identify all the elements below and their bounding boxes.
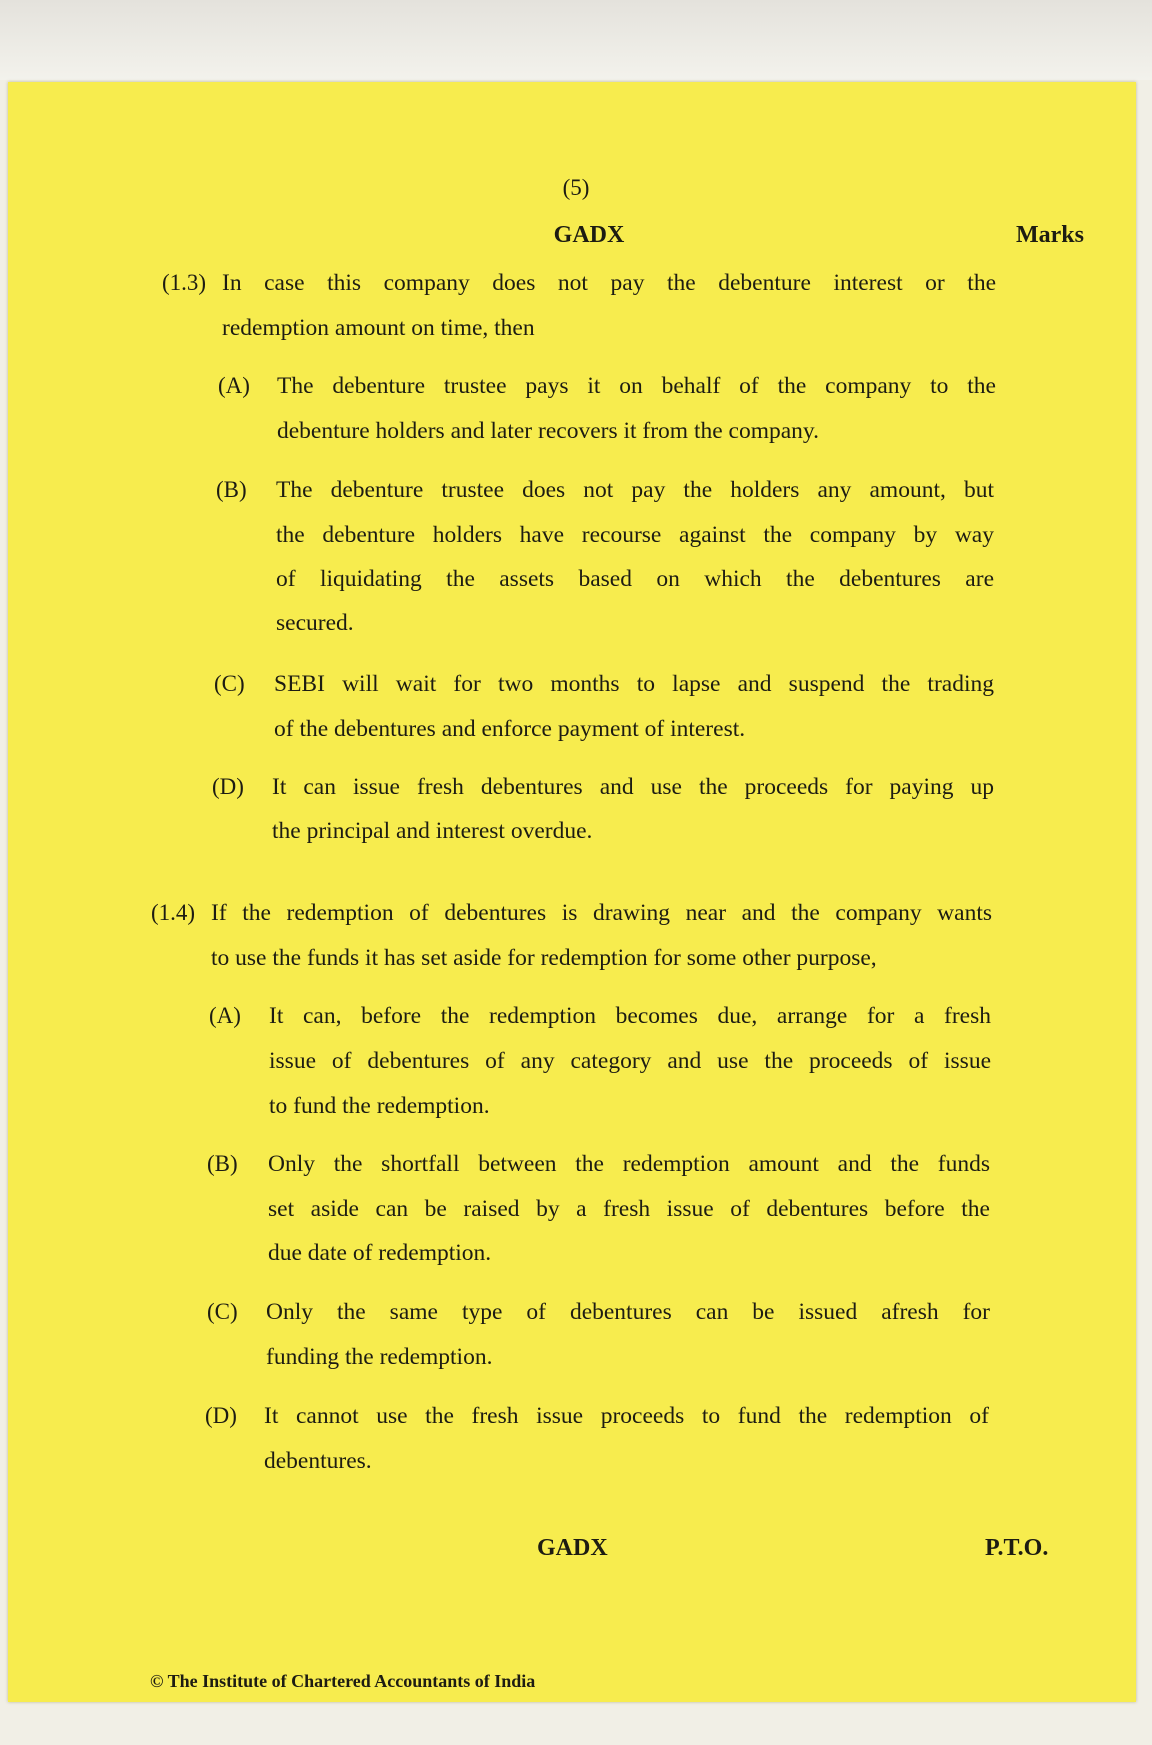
exam-page [8, 82, 1136, 1702]
option-line: set aside can be raised by a fresh issue of debentures before the [268, 1196, 990, 1222]
option-line: debenture holders and later recovers it from the company. [277, 418, 820, 444]
paper-code-header: GADX [553, 222, 625, 248]
option-line: the principal and interest overdue. [272, 818, 593, 844]
footer-paper-code: GADX [537, 1535, 608, 1561]
option-line: The debenture trustee does not pay the holders any amount, but [276, 477, 994, 503]
question-number: (1.3) [162, 270, 207, 295]
question-stem-line: In case this company does not pay the debenture interest or the [222, 270, 996, 296]
option-line: secured. [276, 610, 354, 636]
question-stem-line: to use the funds it has set aside for redemption for some other purpose, [211, 945, 877, 971]
scan-edge [0, 0, 1152, 80]
option-label: (A) [209, 1003, 241, 1028]
option-line: SEBI will wait for two months to lapse and suspend the trading [274, 671, 994, 697]
option-label: (C) [207, 1299, 238, 1324]
option-line: debentures. [264, 1448, 372, 1474]
pto-label: P.T.O. [985, 1535, 1049, 1561]
page-number: (5) [562, 175, 590, 200]
option-label: (C) [214, 671, 245, 696]
option-label: (D) [212, 774, 244, 799]
question-number: (1.4) [151, 900, 196, 925]
option-label: (B) [207, 1151, 238, 1176]
option-line: due date of redemption. [268, 1240, 492, 1266]
option-line: It cannot use the fresh issue proceeds to fund the redemption of [264, 1403, 989, 1429]
option-line: Only the shortfall between the redemption amount and the funds [268, 1151, 990, 1177]
option-line: The debenture trustee pays it on behalf of the company to the [277, 373, 996, 399]
option-label: (D) [205, 1403, 237, 1428]
option-line: It can issue fresh debentures and use the proceeds for paying up [272, 774, 994, 800]
option-line: funding the redemption. [266, 1344, 493, 1370]
option-line: Only the same type of debentures can be issued afresh for [266, 1299, 990, 1325]
question-stem-line: If the redemption of debentures is drawing near and the company wants [211, 900, 992, 926]
option-line: issue of debentures of any category and use the proceeds of issue [269, 1048, 991, 1074]
marks-label: Marks [1016, 222, 1084, 248]
option-line: It can, before the redemption becomes due, arrange for a fresh [269, 1003, 991, 1029]
option-line: to fund the redemption. [269, 1093, 490, 1119]
copyright-notice: © The Institute of Chartered Accountants of India [150, 1671, 536, 1691]
option-label: (B) [216, 477, 247, 502]
option-line: of the debentures and enforce payment of interest. [274, 716, 746, 742]
option-line: the debenture holders have recourse against the company by way [276, 522, 994, 548]
option-label: (A) [218, 373, 250, 398]
option-line: of liquidating the assets based on which the debentures are [276, 566, 994, 592]
question-stem-line: redemption amount on time, then [222, 315, 535, 341]
